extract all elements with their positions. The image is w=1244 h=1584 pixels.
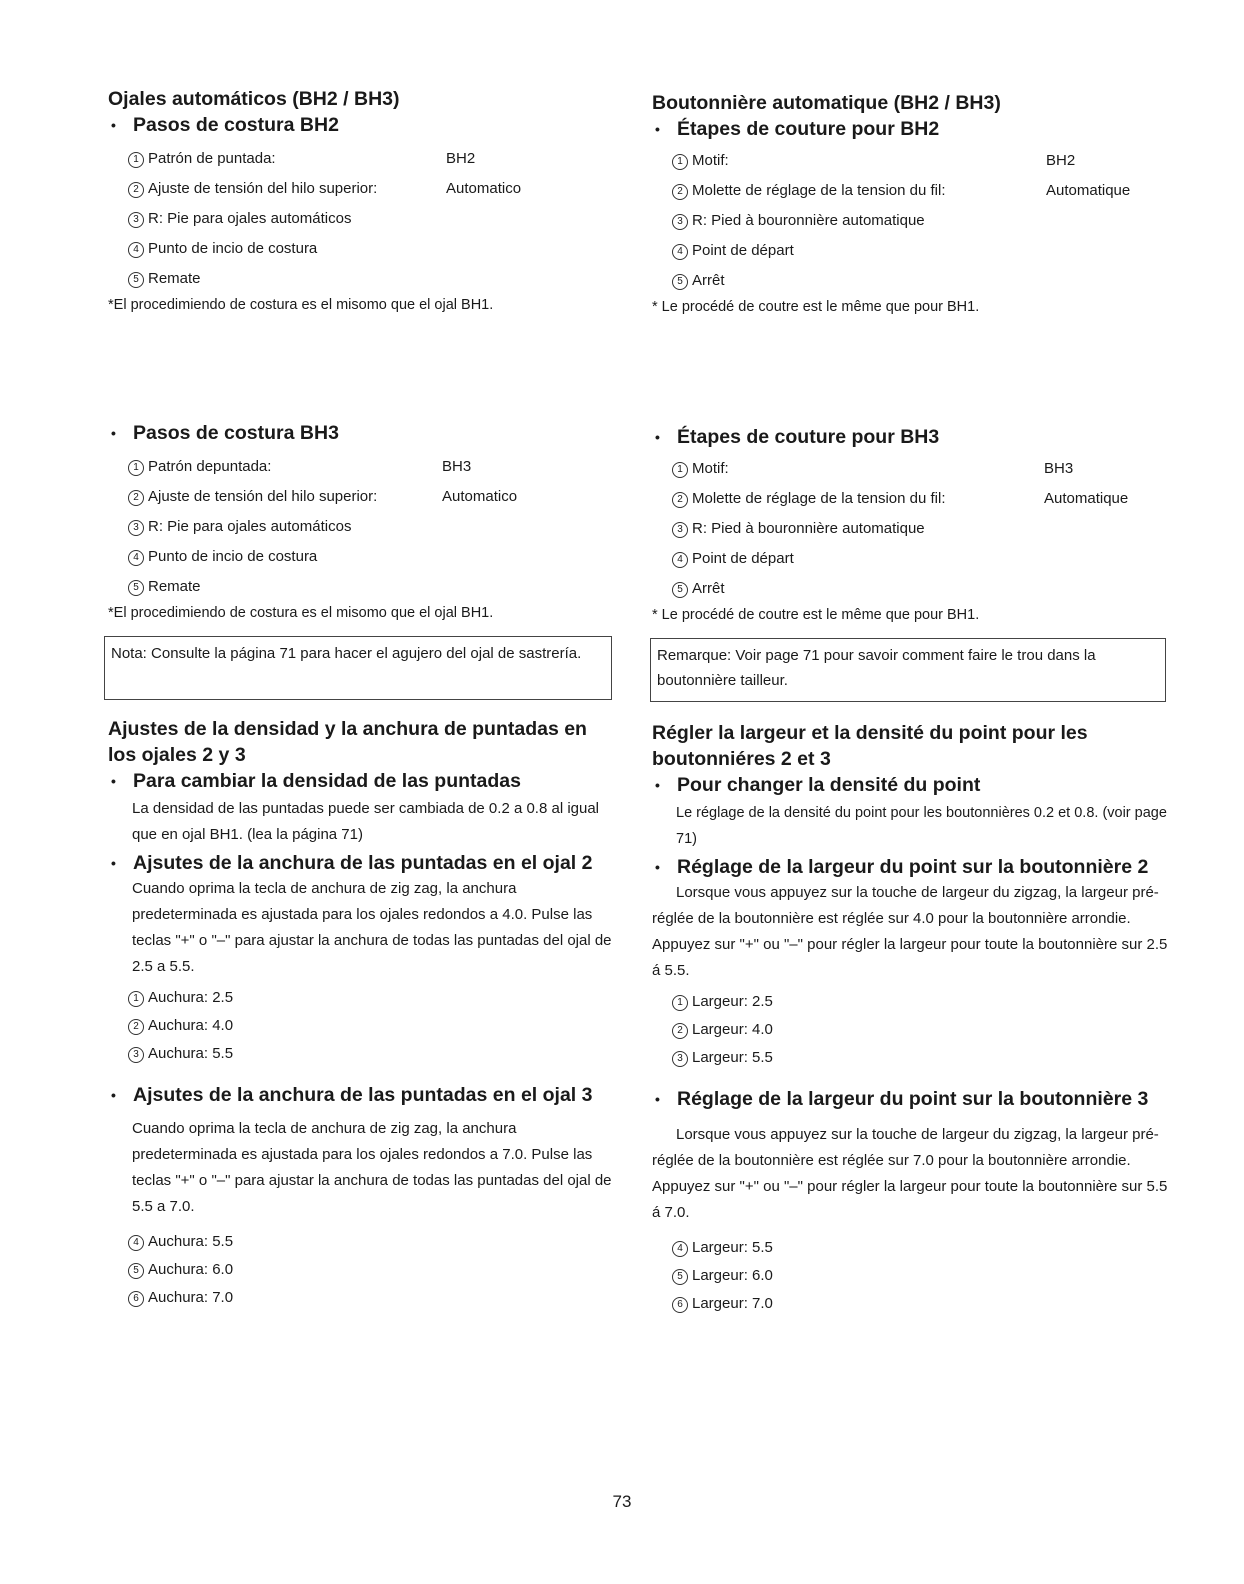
es-bh2-list xyxy=(128,144,620,294)
circled-number: 3 xyxy=(128,212,144,228)
bullet-icon: • xyxy=(655,1091,660,1107)
es-width2-text: Cuando oprima la tecla de anchura de zig zag, la anchura predeterminada es ajustada para los ojales redondos a 4.0. Pulse las teclas "+" o "–" para ajustar la anchura de todas las puntadas del ojal de 2.5 a 5.5. xyxy=(132,880,612,975)
es-bh3-list xyxy=(128,452,620,602)
es-density-heading-text: Para cambiar la densidad de las puntadas xyxy=(133,770,521,792)
item-label: Arrêt xyxy=(692,580,725,597)
es-width3-text: Cuando oprima la tecla de anchura de zig zag, la anchura predeterminada es ajustada para los ojales redondos a 7.0. Pulse las teclas "+" o "–" para ajustar la anchura de todas las puntadas del ojal de 5.5 a 7.0. xyxy=(132,1120,612,1215)
item-value: BH3 xyxy=(442,458,472,475)
value-label: Largeur: 5.5 xyxy=(692,1049,773,1066)
list-item xyxy=(672,544,1172,574)
fr-bh2-heading xyxy=(652,116,1172,142)
item-label: Ajuste de tensión del hilo superior: xyxy=(148,180,378,197)
fr-bh2-heading-text: Étapes de couture pour BH2 xyxy=(677,118,940,140)
list-item xyxy=(128,542,620,572)
circled-number: 1 xyxy=(672,154,688,170)
list-item xyxy=(128,572,620,602)
fr-bh3-section xyxy=(652,424,1172,626)
es-bh3-note: *El procedimiendo de costura es el misomo que el ojal BH1. xyxy=(108,605,494,621)
value-label: Auchura: 5.5 xyxy=(148,1233,234,1250)
fr-density-heading xyxy=(652,772,1172,798)
circled-number: 5 xyxy=(128,580,144,596)
page-number: 73 xyxy=(612,1492,632,1511)
fr-title: Boutonnière automatique (BH2 / BH3) xyxy=(652,92,1001,114)
bullet-icon: • xyxy=(111,1087,116,1103)
item-label: Remate xyxy=(148,270,201,287)
circled-number: 1 xyxy=(672,995,688,1011)
fr-width3-text: Lorsque vous appuyez sur la touche de largeur du zigzag, la largeur pré-réglée de la boutonnière est réglée sur 7.0 pour la boutonnière arrondie. Appuyez sur "+" ou "–" pour régler la largeur pour toute la boutonnière sur 5.5 á 7.0. xyxy=(652,1126,1168,1221)
fr-bh3-note: * Le procédé de coutre est le même que pour BH1. xyxy=(652,607,980,623)
fr-width2-heading xyxy=(652,854,1172,880)
circled-number: 4 xyxy=(128,242,144,258)
fr-width2-values xyxy=(672,988,1172,1072)
circled-number: 5 xyxy=(128,272,144,288)
list-item xyxy=(128,482,620,512)
fr-width2-heading-text: Réglage de la largeur du point sur la boutonnière 2 xyxy=(677,856,1149,878)
list-item xyxy=(128,204,620,234)
list-item xyxy=(128,1256,620,1284)
item-label: Arrêt xyxy=(692,272,725,289)
fr-density-heading-text: Pour changer la densité du point xyxy=(677,774,981,796)
circled-number: 1 xyxy=(128,460,144,476)
bullet-icon: • xyxy=(111,117,116,133)
item-label: R: Pie para ojales automáticos xyxy=(148,210,352,227)
es-bh3-heading-text: Pasos de costura BH3 xyxy=(133,422,339,444)
fr-bh3-heading-text: Étapes de couture pour BH3 xyxy=(677,426,940,448)
circled-number: 4 xyxy=(672,1241,688,1257)
circled-number: 6 xyxy=(128,1291,144,1307)
es-density-text: La densidad de las puntadas puede ser cambiada de 0.2 a 0.8 al igual que en ojal BH1. (lea la página 71) xyxy=(132,800,600,843)
item-value: Automatico xyxy=(446,180,522,197)
es-bh2-heading-text: Pasos de costura BH2 xyxy=(133,114,339,136)
es-width3-values xyxy=(128,1228,620,1312)
list-item xyxy=(672,454,1172,484)
es-width2-values xyxy=(128,984,620,1068)
es-note-box: Nota: Consulte la página 71 para hacer el agujero del ojal de sastrería. xyxy=(104,636,612,700)
item-label: Punto de incio de costura xyxy=(148,240,318,257)
circled-number: 4 xyxy=(672,552,688,568)
value-label: Largeur: 6.0 xyxy=(692,1267,773,1284)
bullet-icon: • xyxy=(655,121,660,137)
es-density-heading xyxy=(108,768,620,794)
list-item xyxy=(672,1234,1172,1262)
circled-number: 3 xyxy=(672,1051,688,1067)
bullet-icon: • xyxy=(655,777,660,793)
value-label: Auchura: 7.0 xyxy=(148,1289,234,1306)
es-bh2-heading xyxy=(108,112,620,138)
list-item xyxy=(128,264,620,294)
fr-adjust-section xyxy=(652,720,1172,1318)
item-label: Point de départ xyxy=(692,242,794,259)
value-label: Largeur: 4.0 xyxy=(692,1021,773,1038)
list-item xyxy=(128,512,620,542)
list-item xyxy=(128,1040,620,1068)
item-value: Automatique xyxy=(1046,182,1131,199)
circled-number: 3 xyxy=(128,1047,144,1063)
circled-number: 2 xyxy=(672,1023,688,1039)
circled-number: 2 xyxy=(128,490,144,506)
fr-density-text: Le réglage de la densité du point pour les boutonnières 0.2 et 0.8. (voir page 71) xyxy=(676,805,1167,847)
item-value: BH2 xyxy=(1046,152,1076,169)
value-label: Largeur: 7.0 xyxy=(692,1295,773,1312)
fr-adjust-title: Régler la largeur et la densité du point pour les boutonniéres 2 et 3 xyxy=(652,722,1088,770)
circled-number: 4 xyxy=(128,550,144,566)
list-item xyxy=(672,514,1172,544)
list-item xyxy=(672,1044,1172,1072)
value-label: Auchura: 2.5 xyxy=(148,989,234,1006)
bullet-icon: • xyxy=(111,425,116,441)
list-item xyxy=(672,236,1172,266)
item-label: R: Pied à bouronnière automatique xyxy=(692,520,925,537)
es-width2-heading xyxy=(108,850,620,876)
bullet-icon: • xyxy=(655,429,660,445)
es-bh2-section xyxy=(108,86,620,316)
circled-number: 2 xyxy=(128,182,144,198)
list-item xyxy=(128,1228,620,1256)
circled-number: 2 xyxy=(128,1019,144,1035)
value-label: Auchura: 5.5 xyxy=(148,1045,234,1062)
fr-note-box: Remarque: Voir page 71 pour savoir comment faire le trou dans la boutonnière tailleur. xyxy=(650,638,1166,702)
circled-number: 2 xyxy=(672,492,688,508)
fr-width3-heading xyxy=(652,1086,1172,1112)
list-item xyxy=(128,1284,620,1312)
list-item xyxy=(672,484,1172,514)
es-adjust-section xyxy=(108,716,620,1312)
list-item xyxy=(672,176,1172,206)
item-label: Point de départ xyxy=(692,550,794,567)
circled-number: 5 xyxy=(672,1269,688,1285)
item-label: Punto de incio de costura xyxy=(148,548,318,565)
item-label: R: Pied à bouronnière automatique xyxy=(692,212,925,229)
list-item xyxy=(128,1012,620,1040)
es-width2-heading-text: Ajsutes de la anchura de las puntadas en el ojal 2 xyxy=(133,852,593,874)
circled-number: 5 xyxy=(672,582,688,598)
item-label: Ajuste de tensión del hilo superior: xyxy=(148,488,378,505)
es-title: Ojales automáticos (BH2 / BH3) xyxy=(108,88,400,110)
item-value: Automatique xyxy=(1044,490,1129,507)
list-item xyxy=(672,266,1172,296)
es-width3-heading xyxy=(108,1082,620,1108)
fr-bh2-list xyxy=(672,146,1172,296)
list-item xyxy=(128,984,620,1012)
item-label: Motif: xyxy=(692,460,729,477)
list-item xyxy=(128,144,620,174)
item-label: Motif: xyxy=(692,152,729,169)
bullet-icon: • xyxy=(655,859,660,875)
bullet-icon: • xyxy=(111,773,116,789)
fr-bh3-list xyxy=(672,454,1172,604)
fr-bh2-section xyxy=(652,90,1172,318)
item-value: Automatico xyxy=(442,488,518,505)
circled-number: 1 xyxy=(672,462,688,478)
list-item xyxy=(128,452,620,482)
circled-number: 5 xyxy=(128,1263,144,1279)
es-width3-heading-text: Ajsutes de la anchura de las puntadas en el ojal 3 xyxy=(133,1084,593,1106)
list-item xyxy=(672,1290,1172,1318)
bullet-icon: • xyxy=(111,855,116,871)
es-bh3-heading xyxy=(108,420,620,446)
item-label: Molette de réglage de la tension du fil: xyxy=(692,490,946,507)
circled-number: 1 xyxy=(128,152,144,168)
value-label: Auchura: 4.0 xyxy=(148,1017,234,1034)
list-item xyxy=(672,1016,1172,1044)
item-label: Patrón de puntada: xyxy=(148,150,276,167)
circled-number: 6 xyxy=(672,1297,688,1313)
list-item xyxy=(672,988,1172,1016)
item-label: R: Pie para ojales automáticos xyxy=(148,518,352,535)
es-bh2-note: *El procedimiendo de costura es el misomo que el ojal BH1. xyxy=(108,297,494,313)
value-label: Largeur: 2.5 xyxy=(692,993,773,1010)
value-label: Auchura: 6.0 xyxy=(148,1261,234,1278)
item-label: Patrón depuntada: xyxy=(148,458,272,475)
item-label: Molette de réglage de la tension du fil: xyxy=(692,182,946,199)
list-item xyxy=(128,234,620,264)
list-item xyxy=(672,206,1172,236)
circled-number: 4 xyxy=(128,1235,144,1251)
value-label: Largeur: 5.5 xyxy=(692,1239,773,1256)
fr-bh2-note: * Le procédé de coutre est le même que pour BH1. xyxy=(652,299,980,315)
circled-number: 1 xyxy=(128,991,144,1007)
es-adjust-title: Ajustes de la densidad y la anchura de puntadas en los ojales 2 y 3 xyxy=(108,718,587,766)
list-item xyxy=(672,1262,1172,1290)
list-item xyxy=(128,174,620,204)
item-value: BH3 xyxy=(1044,460,1074,477)
list-item xyxy=(672,146,1172,176)
circled-number: 3 xyxy=(128,520,144,536)
fr-width3-heading-text: Réglage de la largeur du point sur la boutonnière 3 xyxy=(677,1088,1149,1110)
item-label: Remate xyxy=(148,578,201,595)
circled-number: 2 xyxy=(672,184,688,200)
circled-number: 3 xyxy=(672,214,688,230)
circled-number: 5 xyxy=(672,274,688,290)
item-value: BH2 xyxy=(446,150,476,167)
list-item xyxy=(672,574,1172,604)
fr-width3-values xyxy=(672,1234,1172,1318)
circled-number: 4 xyxy=(672,244,688,260)
circled-number: 3 xyxy=(672,522,688,538)
fr-bh3-heading xyxy=(652,424,1172,450)
es-bh3-section xyxy=(108,420,620,624)
fr-width2-text: Lorsque vous appuyez sur la touche de largeur du zigzag, la largeur pré-réglée de la boutonnière est réglée sur 4.0 pour la boutonnière arrondie. Appuyez sur "+" ou "–" pour régler la largeur pour toute la boutonnière sur 2.5 á 5.5. xyxy=(652,884,1168,979)
